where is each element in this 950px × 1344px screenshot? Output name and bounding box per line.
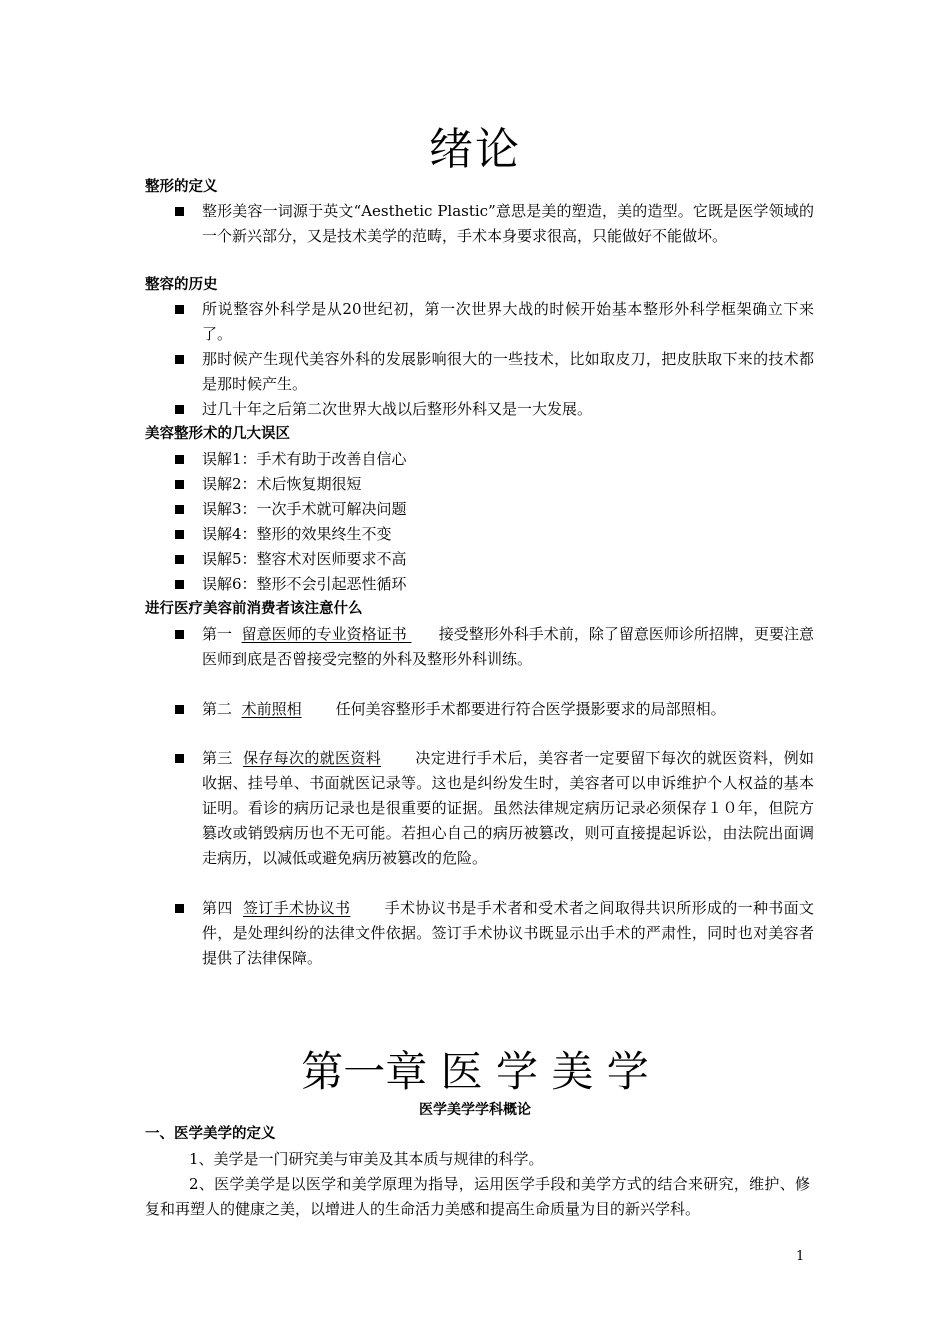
square-bullet-icon <box>174 896 186 921</box>
square-bullet-icon <box>174 572 186 597</box>
underlined-key-phrase: 保存每次的就医资料 <box>242 749 382 767</box>
underlined-key-phrase: 留意医师的专业资格证书 <box>241 625 407 643</box>
section-heading-history: 整容的历史 <box>145 277 218 293</box>
list-item: 所说整容外科学是从20世纪初，第一次世界大战的时候开始基本整形外科学框架确立下来了。 <box>174 297 814 347</box>
square-bullet-icon <box>174 522 186 547</box>
square-bullet-icon <box>174 697 186 722</box>
square-bullet-icon <box>174 497 186 522</box>
square-bullet-icon <box>174 347 186 372</box>
underlined-key-phrase: 术前照相 <box>241 700 302 718</box>
list-item: 误解3：一次手术就可解决问题 <box>174 497 814 522</box>
list-item: 第一 留意医师的专业资格证书 接受整形外科手术前，除了留意医师诊所招牌，更要注意医师到底是否曾接受完整的外科及整形外科训练。 <box>174 622 814 672</box>
page-number: 1 <box>796 1249 805 1264</box>
list-item: 整形美容一词源于英文“Aesthetic Plastic”意思是美的塑造，美的造型。它既是医学领域的一个新兴部分，又是技术美学的范畴，手术本身要求很高，只能做好不能做坏。 <box>174 199 814 249</box>
list-item: 那时候产生现代美容外科的发展影响很大的一些技术，比如取皮刀，把皮肤取下来的技术都是那时候产生。 <box>174 347 814 397</box>
paragraph: 2、医学美学是以医学和美学原理为指导，运用医学手段和美学方式的结合来研究，维护、修复和再塑人的健康之美，以增进人的生命活力美感和提高生命质量为目的新兴学科。 <box>145 1175 810 1218</box>
square-bullet-icon <box>174 447 186 472</box>
square-bullet-icon <box>174 397 186 422</box>
square-bullet-icon <box>174 297 186 322</box>
section-heading-consumer-notes: 进行医疗美容前消费者该注意什么 <box>145 601 363 617</box>
square-bullet-icon <box>174 746 186 771</box>
list-item: 误解2：术后恢复期很短 <box>174 472 814 497</box>
square-bullet-icon <box>174 622 186 647</box>
section-heading-medical-aesthetics-definition: 一、医学美学的定义 <box>145 1126 276 1142</box>
chapter-subtitle: 医学美学学科概论 <box>419 1102 531 1118</box>
section-heading-definition: 整形的定义 <box>145 179 218 195</box>
list-item: 误解6：整形不会引起恶性循环 <box>174 572 814 597</box>
list-item: 第三 保存每次的就医资料 决定进行手术后，美容者一定要留下每次的就医资料，例如收据、挂号单、书面就医记录等。这也是纠纷发生时，美容者可以申诉维护个人权益的基本证明。看诊的病历记录也是很重要的证据。虽然法律规定病历记录必须保存１０年，但院方篡改或销毁病历也不无可能。若担心自己的病历被篡改，则可直接提起诉讼，由法院出面调走病历，以减低或避免病历被篡改的危险。 <box>174 746 814 871</box>
list-item: 误解5：整容术对医师要求不高 <box>174 547 814 572</box>
square-bullet-icon <box>174 199 186 224</box>
underlined-key-phrase: 签订手术协议书 <box>242 899 351 917</box>
list-item: 误解1：手术有助于改善自信心 <box>174 447 814 472</box>
square-bullet-icon <box>174 547 186 572</box>
paragraph: 1、美学是一门研究美与审美及其本质与规律的科学。 <box>189 1150 544 1168</box>
list-item: 过几十年之后第二次世界大战以后整形外科又是一大发展。 <box>174 397 814 422</box>
chapter-title: 第一章 医 学 美 学 <box>301 1047 649 1096</box>
square-bullet-icon <box>174 472 186 497</box>
list-item: 第二 术前照相 任何美容整形手术都要进行符合医学摄影要求的局部照相。 <box>174 697 814 722</box>
list-item: 误解4：整形的效果终生不变 <box>174 522 814 547</box>
section-heading-misconceptions: 美容整形术的几大误区 <box>145 426 290 442</box>
intro-title: 绪论 <box>429 124 521 175</box>
list-item: 第四 签订手术协议书 手术协议书是手术者和受术者之间取得共识所形成的一种书面文件，是处理纠纷的法律文件依据。签订手术协议书既显示出手术的严肃性，同时也对美容者提供了法律保障。 <box>174 896 814 971</box>
